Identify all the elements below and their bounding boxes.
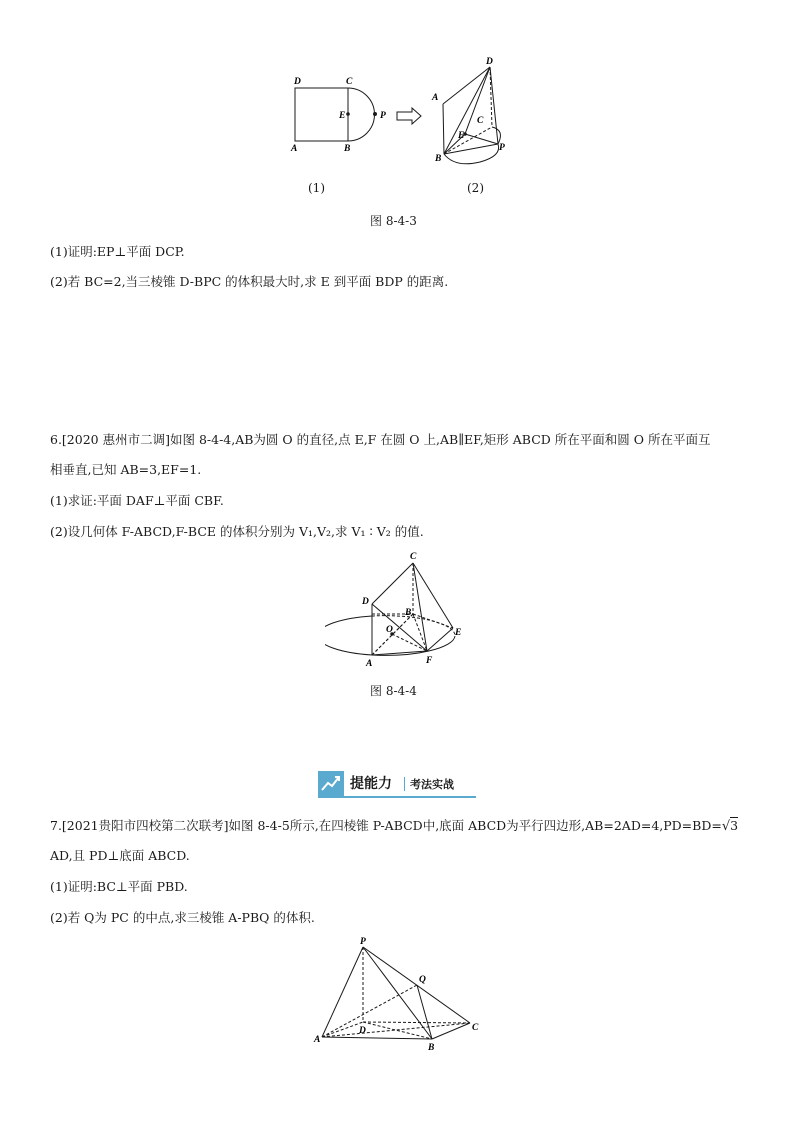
label-a: A xyxy=(314,1035,321,1045)
label-p: P xyxy=(380,111,386,121)
figure-caption-8-4-3: 图 8-4-3 xyxy=(370,214,417,228)
figure-8-4-3-part-1 xyxy=(295,88,377,141)
section-banner xyxy=(318,771,476,797)
q6-part-2: (2)设几何体 F-ABCD,F-BCE 的体积分别为 V₁,V₂,求 V₁ ∶ V₂ 的值. xyxy=(50,524,424,539)
q7-stem-text: 7.[2021贵阳市四校第二次联考]如图 8-4-5所示,在四棱锥 P-ABCD中,底面 ABCD为平行四边形,AB=2AD=4,PD=BD= xyxy=(50,818,722,833)
transform-arrow xyxy=(397,108,421,124)
label-c: C xyxy=(472,1023,479,1033)
q6-stem-line-2: 相垂直,已知 AB=3,EF=1. xyxy=(50,462,202,477)
chart-trend-icon xyxy=(318,771,344,797)
figure-8-4-4 xyxy=(325,548,485,673)
sqrt-symbol: √ xyxy=(721,819,731,834)
q6-part-1: (1)求证:平面 DAF⊥平面 CBF. xyxy=(50,493,224,508)
subfigure-label-2: (2) xyxy=(467,181,484,195)
label-c-2: C xyxy=(477,116,484,126)
label-b-2: B xyxy=(435,154,442,164)
q7-stem-line-2: AD,且 PD⊥底面 ABCD. xyxy=(50,848,190,863)
label-e-2: E xyxy=(458,131,465,141)
label-b: B xyxy=(344,144,351,154)
label-b: B xyxy=(405,608,412,618)
label-d-2: D xyxy=(486,57,493,67)
q5-part-2: (2)若 BC=2,当三棱锥 D-BPC 的体积最大时,求 E 到平面 BDP 的距离. xyxy=(50,274,449,289)
q7-stem-line-1 xyxy=(50,818,738,835)
label-d: D xyxy=(359,1026,366,1036)
label-p: P xyxy=(360,937,366,947)
label-a-2: A xyxy=(432,93,439,103)
label-b: B xyxy=(428,1043,435,1053)
label-f: F xyxy=(426,656,433,666)
banner-underline xyxy=(318,796,476,798)
figure-8-4-5 xyxy=(310,935,490,1055)
label-o: O xyxy=(386,625,393,635)
label-e: E xyxy=(455,628,462,638)
subfigure-label-1: (1) xyxy=(308,181,325,195)
label-q: Q xyxy=(419,975,426,985)
label-d: D xyxy=(294,77,301,87)
label-a: A xyxy=(291,144,298,154)
label-e: E xyxy=(339,111,346,121)
banner-subtitle: 考法实战 xyxy=(410,778,454,791)
figure-caption-8-4-4: 图 8-4-4 xyxy=(370,684,417,698)
label-c: C xyxy=(410,552,417,562)
q7-part-1: (1)证明:BC⊥平面 PBD. xyxy=(50,879,188,894)
figure-8-4-3 xyxy=(280,50,520,180)
label-a: A xyxy=(366,659,373,669)
label-p-2: P xyxy=(499,143,505,153)
label-d: D xyxy=(362,597,369,607)
sqrt-radicand: 3 xyxy=(730,818,739,833)
figure-8-4-3-part-2 xyxy=(443,67,500,164)
q7-part-2: (2)若 Q为 PC 的中点,求三棱锥 A-PBQ 的体积. xyxy=(50,910,315,925)
banner-divider xyxy=(404,777,405,791)
label-c: C xyxy=(346,77,353,87)
q6-stem-line-1: 6.[2020 惠州市二调]如图 8-4-4,AB为圆 O 的直径,点 E,F 在圆 O 上,AB∥EF,矩形 ABCD 所在平面和圆 O 所在平面互 xyxy=(50,432,711,447)
banner-title: 提能力 xyxy=(350,776,392,792)
q5-part-1: (1)证明:EP⊥平面 DCP. xyxy=(50,244,185,259)
